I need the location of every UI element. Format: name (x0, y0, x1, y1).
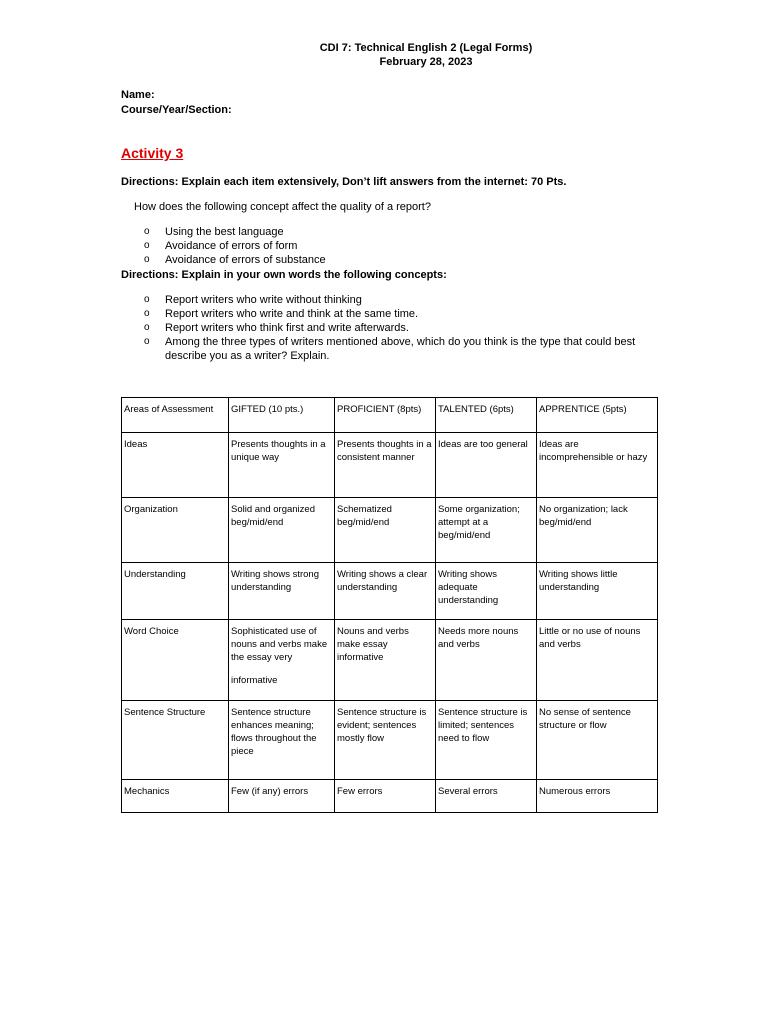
list-item: o Avoidance of errors of form (144, 240, 298, 252)
header-cell: Areas of Assessment (122, 398, 229, 433)
table-cell: Sentence Structure (122, 701, 229, 780)
list-item: o Report writers who write without thinking (144, 294, 362, 306)
table-cell: Solid and organized beg/mid/end (229, 498, 335, 563)
table-cell: Understanding (122, 563, 229, 620)
table-cell: Needs more nouns and verbs (436, 620, 537, 701)
table-cell: Mechanics (122, 780, 229, 813)
table-cell: Presents thoughts in a consistent manner (335, 433, 436, 498)
table-cell (229, 620, 335, 701)
list-item: o Report writers who think first and write afterwards. (144, 322, 409, 334)
list-item: o Report writers who write and think at the same time. (144, 308, 419, 320)
list-item: o Using the best language (144, 226, 284, 238)
table-cell: Nouns and verbs make essay informative (335, 620, 436, 701)
table-cell: Few errors (335, 780, 436, 813)
question-text: How does the following concept affect the quality of a report? (134, 201, 431, 213)
rubric-table (121, 397, 658, 813)
table-cell: Organization (122, 498, 229, 563)
table-row (122, 498, 658, 563)
concept-list (144, 225, 664, 267)
bullet-icon: o (144, 336, 150, 347)
table-cell: No sense of sentence structure or flow (537, 701, 658, 780)
table-cell: Writing shows strong understanding (229, 563, 335, 620)
word-choice-gifted-extra: informative (231, 675, 278, 686)
document-date: February 28, 2023 (379, 56, 473, 68)
table-cell: No organization; lack beg/mid/end (537, 498, 658, 563)
word-choice-gifted-text: Sophisticated use of nouns and verbs make the essay very (231, 626, 328, 663)
bullet-icon: o (144, 294, 150, 305)
course-year-section-label: Course/Year/Section: (121, 104, 232, 116)
table-cell: Writing shows little understanding (537, 563, 658, 620)
table-cell: Some organization; attempt at a beg/mid/end (436, 498, 537, 563)
table-cell: Word Choice (122, 620, 229, 701)
bullet-icon: o (144, 308, 150, 319)
table-cell: Writing shows a clear understanding (335, 563, 436, 620)
list-item: o Avoidance of errors of substance (144, 254, 326, 266)
activity-title: Activity 3 (121, 145, 184, 161)
bullet-icon: o (144, 322, 150, 333)
list-item: o Among the three types of writers mentioned above, which do you think is the type that could best describe you as a writer? Explain. (144, 336, 636, 362)
table-cell: Sentence structure is evident; sentences mostly flow (335, 701, 436, 780)
header-cell: PROFICIENT (8pts) (335, 398, 436, 433)
header-cell: TALENTED (6pts) (436, 398, 537, 433)
table-cell: Numerous errors (537, 780, 658, 813)
table-cell: Sentence structure is limited; sentences need to flow (436, 701, 537, 780)
table-row (122, 433, 658, 498)
table-cell: Ideas (122, 433, 229, 498)
table-cell: Schematized beg/mid/end (335, 498, 436, 563)
directions-2: Directions: Explain in your own words the following concepts: (121, 269, 447, 281)
writer-types-list (144, 293, 664, 363)
table-row (122, 780, 658, 813)
table-cell: Writing shows adequate understanding (436, 563, 537, 620)
directions-1: Directions: Explain each item extensively, Don’t lift answers from the internet: 70 Pts. (121, 176, 567, 188)
bullet-icon: o (144, 240, 150, 251)
table-cell: Ideas are incomprehensible or hazy (537, 433, 658, 498)
table-cell: Ideas are too general (436, 433, 537, 498)
table-cell: Several errors (436, 780, 537, 813)
table-cell: Little or no use of nouns and verbs (537, 620, 658, 701)
table-row (122, 563, 658, 620)
table-cell: Presents thoughts in a unique way (229, 433, 335, 498)
header-cell: APPRENTICE (5pts) (537, 398, 658, 433)
bullet-icon: o (144, 226, 150, 237)
document-title: CDI 7: Technical English 2 (Legal Forms) (319, 42, 533, 54)
table-row (122, 620, 658, 701)
table-row (122, 701, 658, 780)
table-cell: Sentence structure enhances meaning; flows throughout the piece (229, 701, 335, 780)
bullet-icon: o (144, 254, 150, 265)
header-cell: GIFTED (10 pts.) (229, 398, 335, 433)
name-label: Name: (121, 89, 155, 101)
table-cell: Few (if any) errors (229, 780, 335, 813)
table-header-row (122, 398, 658, 433)
